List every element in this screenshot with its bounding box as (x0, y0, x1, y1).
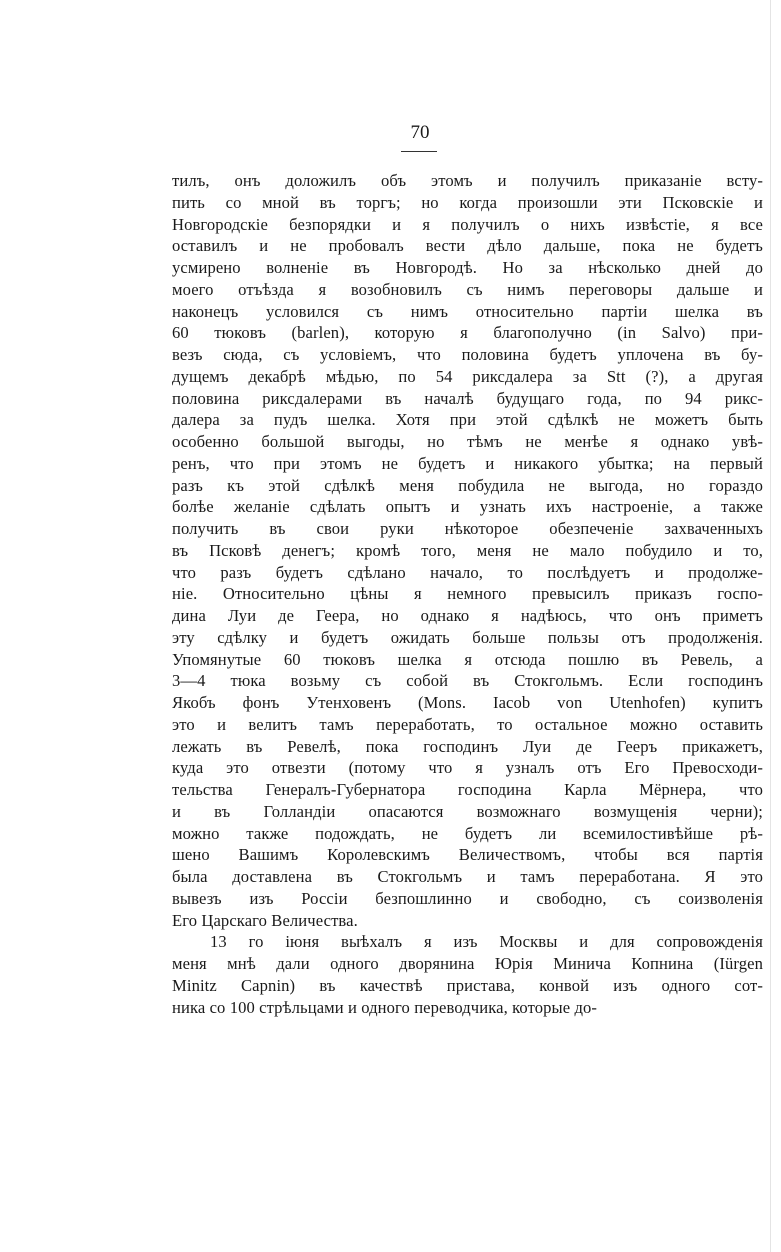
text-line: шено Вашимъ Королевскимъ Величествомъ, чтобы вся партія (172, 845, 763, 865)
text-line: ренъ, что при этомъ не будетъ и никакого убытка; на первый (172, 453, 763, 473)
text-line: можно также подождать, не будетъ ли всемилостивѣйше рѣ- (172, 823, 763, 843)
body-text (172, 170, 763, 1018)
text-line: дущемъ декабрѣ мѣдью, по 54 риксдалера за Stt (?), а другая (172, 366, 763, 386)
text-line: разъ къ этой сдѣлкѣ меня побудила не выгода, но гораздо (172, 475, 763, 495)
text-line: Якобъ фонъ Утенховенъ (Mons. Iacob von Utenhofen) купитъ (172, 693, 763, 712)
text-line: Его Царскаго Величества. (172, 910, 358, 930)
text-line: ника со 100 стрѣльцами и одного переводчика, которые до- (172, 997, 598, 1017)
text-line: что разъ будетъ сдѣлано начало, то послѣдуетъ и продолже- (172, 562, 763, 582)
paragraph (172, 931, 763, 1018)
text-line: тельства Генералъ-Губернатора господина Карла Мёрнера, что (172, 780, 763, 799)
text-line: Упомянутые 60 тюковъ шелка я отсюда пошлю въ Ревель, а (172, 649, 763, 669)
text-line: и въ Голландіи опасаются возможнаго возмущенія черни); (172, 801, 763, 821)
text-line: Minitz Capnin) въ качествѣ пристава, конвой изъ одного сот- (172, 975, 763, 995)
text-line: болѣе желаніе сдѣлать опытъ и узнать ихъ настроеніе, а также (172, 497, 763, 517)
text-line: куда это отвезти (потому что я узналъ отъ Его Превосходи- (172, 758, 763, 778)
text-line: въ Псковѣ денегъ; кромѣ того, меня не мало побудило и то, (172, 540, 763, 560)
text-line: меня мнѣ дали одного дворянина Юрія Минича Копнина (Iürgen (172, 954, 763, 973)
text-line: получить въ свои руки нѣкоторое обезпеченіе захваченныхъ (172, 519, 763, 538)
page-number-rule (401, 151, 437, 152)
text-line: тилъ, онъ доложилъ объ этомъ и получилъ приказаніе всту- (172, 171, 763, 190)
text-line: вывезъ изъ Россіи безпошлинно и свободно, съ соизволенія (172, 888, 763, 908)
text-line: наконецъ условился съ нимъ относительно партіи шелка въ (172, 301, 763, 321)
text-line: лежать въ Ревелѣ, пока господинъ Луи де Гееръ прикажетъ, (172, 736, 763, 756)
text-line: ніе. Относительно цѣны я немного превысилъ приказъ госпо- (172, 584, 763, 604)
text-line: далера за пудъ шелка. Хотя при этой сдѣлкѣ не можетъ быть (172, 410, 763, 430)
text-line: это и велитъ тамъ переработать, то остальное можно оставить (172, 714, 763, 734)
text-line: Новгородскіе безпорядки и я получилъ о нихъ извѣстіе, я все (172, 214, 763, 234)
text-line: усмирено волненіе въ Новгородѣ. Но за нѣсколько дней до (172, 258, 763, 277)
text-line: моего отъѣзда я возобновилъ съ нимъ переговоры дальше и (172, 279, 763, 299)
text-line: везъ сюда, съ условіемъ, что половина будетъ уплочена въ бу- (172, 345, 763, 364)
text-line: 13 го іюня выѣхалъ я изъ Москвы и для сопровожденія (210, 932, 763, 952)
text-line: 3—4 тюка возьму съ собой въ Стокгольмъ. Если господинъ (172, 671, 763, 691)
text-line: половина риксдалерами въ началѣ будущаго года, по 94 рикс- (172, 388, 763, 408)
paragraph (172, 170, 763, 931)
text-line: была доставлена въ Стокгольмъ и тамъ переработана. Я это (172, 867, 763, 886)
text-line: 60 тюковъ (barlen), которую я благополучно (in Salvo) при- (172, 323, 763, 343)
text-line: пить со мной въ торгъ; но когда произошли эти Псковскіе и (172, 192, 763, 212)
page-number: 70 (410, 122, 430, 143)
text-line: эту сдѣлку и будетъ ожидать больше пользы отъ продолженія. (172, 627, 763, 647)
text-line: дина Луи де Геера, но однако я надѣюсь, что онъ приметъ (172, 606, 763, 625)
text-line: оставилъ и не пробовалъ вести дѣло дальше, пока не будетъ (172, 236, 763, 256)
text-line: особенно большой выгоды, но тѣмъ не менѣе я однако увѣ- (172, 432, 763, 451)
page-edge (770, 0, 771, 1252)
